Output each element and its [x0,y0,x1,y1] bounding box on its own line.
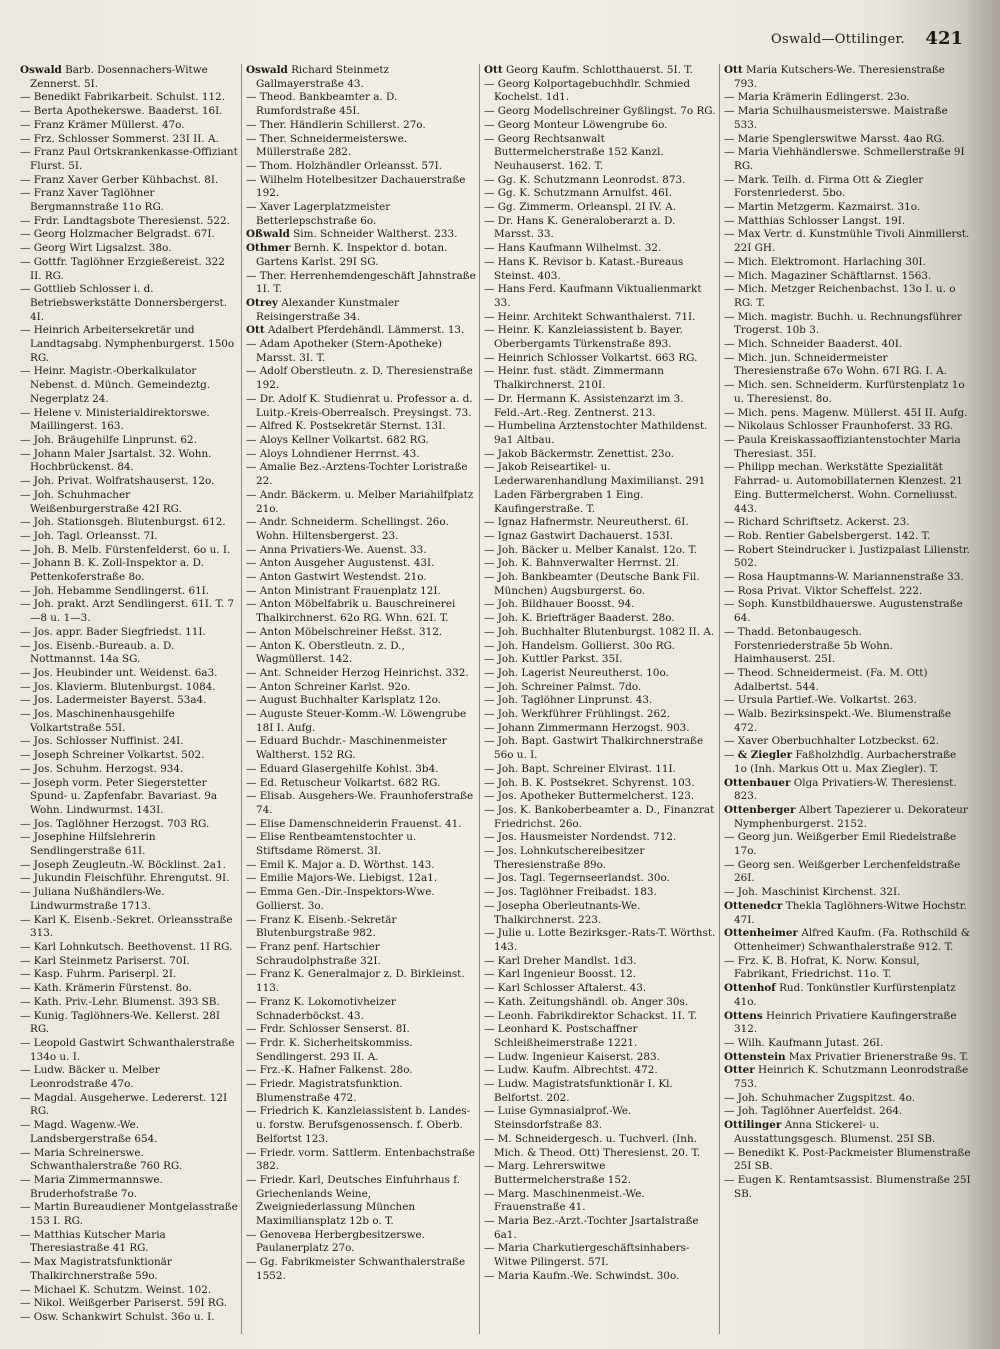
directory-entry: — Karl Lohnkutsch. Beethovenst. 1I RG. [20,941,233,953]
directory-entry: Ott Maria Kutschers-We. Theresienstraße 793. [724,64,945,90]
directory-entry: — Joseph Schreiner Volkartst. 502. [20,749,205,762]
directory-entry: — Georg jun. Weißgerber Emil Riedelstraße 17o. [724,831,957,858]
directory-entry: — Joh. K. Bahnverwalter Herrnst. 2I. [484,557,679,570]
directory-entry: — Gg. Fabrikmeister Schwanthalerstraße 1552. [246,1256,466,1282]
directory-entry: — Maria Zimmermannswe. Bruderhofstraße 7o. [20,1173,163,1200]
directory-entry: — Matthias Schlosser Langst. 19I. [724,214,906,227]
directory-entry: — Heinr. fust. städt. Zimmermann Thalkirchnerst. 210I. [484,365,664,392]
directory-entry: — Mich. jun. Schneidermeister Theresienstraße 67o Wohn. 67I RG. I. A. [724,351,947,378]
directory-entry: Ottenhof Rud. Tonkünstler Kurfürstenplatz 41o. [724,982,956,1008]
directory-entry: — M. Schneidergesch. u. Tuchverl. (Inh. Mich. & Theod. Ott) Theresienst. 20. T. [484,1132,701,1159]
directory-entry: — Joh. Bräugehilfe Linprunst. 62. [20,433,197,446]
directory-entry: — Max Magistratsfunktionär Thalkirchnerstraße 59o. [20,1256,172,1282]
directory-entry: — Gottlieb Schlosser i. d. Betriebswerkstätte Donnersbergerst. 4I. [20,283,227,323]
directory-entry: — Ignaz Hafnermstr. Neureutherst. 6I. [484,516,689,529]
directory-entry: — Joh. Lagerist Neureutherst. 10o. [484,666,669,679]
directory-entry: Oswald Barb. Dosennachers-Witwe Zennerst. 5I. [20,64,208,90]
directory-entry: — Thom. Holzhändler Orleansst. 57I. [246,159,443,172]
directory-entry: — Hans K. Revisor b. Katast.-Bureaus Steinst. 403. [484,255,684,282]
column-4 [720,64,974,1334]
directory-entry: — Kath. Priv.-Lehr. Blumenst. 393 SB. [20,995,220,1008]
directory-entry: — Jos. Schlosser Nuffinist. 24I. [20,735,184,748]
directory-entry: — Martin Metzgerm. Kazmairst. 31o. [724,201,921,214]
directory-entry: — Maria Schulhausmeisterswe. Maistraße 533. [724,105,948,131]
directory-entry: — Anton Ministrant Frauenplatz 12I. [246,584,441,597]
directory-entry: Oswald Richard Steinmetz Gallmayerstraße 43. [246,64,389,90]
directory-entry: — Xaver Lagerplatzmeister Betterlepschstraße 6o. [246,201,391,227]
directory-entry: — Elise Damenschneiderin Frauenst. 41. [246,817,462,830]
directory-entry: — Franz Krämer Müllerst. 47o. [20,118,185,131]
directory-entry: — Jos. Taglöhner Herzogst. 703 RG. [20,817,210,830]
directory-entry: — Ludw. Bäcker u. Melber Leonrodstraße 47o. [20,1064,160,1091]
directory-entry: — Philipp mechan. Werkstätte Spezialität Fahrrad- u. Automobillaternen Klenzest. 21 Eing. Buttermelcherst. Wohn. Corneliusst. 443. [724,461,963,515]
directory-entry: — Karl Schlosser Aftalerst. 43. [484,982,647,995]
directory-entry: — Adam Apotheker (Stern-Apotheke) Marsst. 3I. T. [246,338,442,364]
directory-entry: Otrey Alexander Kunstmaler Reisingerstraße 34. [246,296,399,323]
directory-entry: — Helene v. Ministerialdirektorswe. Maillingerst. 163. [20,406,210,433]
directory-entry: — Mich. sen. Schneiderm. Kurfürstenplatz 1o u. Theresienst. 8o. [724,379,965,405]
directory-entry: — Mich. Schneider Baaderst. 40I. [724,338,903,351]
directory-entry: — Anna Privatiers-We. Auenst. 33. [246,543,427,556]
directory-columns [16,64,974,1334]
directory-entry: — Elise Rentbeamtenstochter u. Stiftsdame Römerst. 3I. [246,831,417,858]
directory-entry: — Alfred K. Postsekretär Sternst. 13I. [246,420,446,433]
directory-entry: Ottens Heinrich Privatiere Kaufingerstraße 312. [724,1009,957,1036]
directory-entry: — Leonhard K. Postschaffner Schleißheimerstraße 1221. [484,1023,638,1049]
directory-entry: — Humbelina Arztenstochter Mathildenst. 9a1 Altbau. [484,420,708,446]
directory-entry: — Marg. Maschinenmeist.-We. Frauenstraße 41. [484,1187,645,1214]
directory-entry: — Friedr. Karl, Deutsches Einfuhrhaus f. Griechenlands Weine, Zweigniederlassung München Maximiliansplatz 12b o. T. [246,1173,461,1228]
running-title: Oswald—Ottilinger. [771,32,905,47]
directory-entry: — Martin Bureaudiener Montgelasstraße 153 I. RG. [20,1201,238,1228]
directory-entry: — Joh. Bankbeamter (Deutsche Bank Fil. München) Augsburgerst. 6o. [484,571,700,597]
directory-entry: Ottenbauer Olga Privatiers-W. Theresienst. 823. [724,776,957,803]
page-header [0,22,1000,56]
directory-entry: — Soph. Kunstbildhauerswe. Augustenstraße 64. [724,598,963,625]
column-2 [242,64,480,1334]
directory-entry: — Joseph vorm. Peter Siegerstetter Spund- u. Zapfenfabr. Bavariast. 9a Wohn. Lindwurmst. 143I. [20,776,218,816]
directory-entry: — Friedr. Magistratsfunktion. Blumenstraße 472. [246,1078,403,1104]
directory-entry: — Paula Kreiskassaoffiziantenstochter Maria Theresiast. 35I. [724,433,961,460]
directory-entry: — Joh. Handelsm. Gollierst. 30o RG. [484,639,675,652]
directory-entry: — Karl K. Eisenb.-Sekret. Orleansstraße 313. [20,913,233,940]
directory-entry: — Frdr. Landtagsbote Theresienst. 522. [20,214,230,227]
directory-entry: — Karl Dreher Mandlst. 1d3. [484,954,637,967]
directory-entry: — Joh. Bapt. Schreiner Elvirast. 11I. [484,762,676,775]
directory-entry: — Kasp. Fuhrm. Pariserpl. 2I. [20,968,177,981]
directory-entry: — Auguste Steuer-Komm.-W. Löwengrube 18I I. Aufg. [246,708,467,734]
directory-entry: — Thadd. Betonbaugesch. Forstenriederstraße 5b Wohn. Haimhauserst. 25I. [724,625,893,666]
directory-entry: — Anton Schreiner Karlst. 92o. [246,680,411,693]
directory-entry: — Georg Modellschreiner Gyßlingst. 7o RG. [484,105,716,118]
directory-entry: — Joh. Stationsgeh. Blutenburgst. 612. [20,516,226,529]
directory-entry: — Joh. Schreiner Palmst. 7do. [484,680,642,693]
directory-entry: — Friedr. vorm. Sattlerm. Entenbachstraße 382. [246,1146,475,1173]
directory-entry: — Rosa Hauptmanns-W. Mariannenstraße 33. [724,571,964,584]
directory-entry: — Julie u. Lotte Bezirksger.-Rats-T. Wörthst. 143. [484,927,716,953]
directory-entry: — Jos. Heubinder unt. Weidenst. 6a3. [20,666,218,679]
directory-entry: — Mark. Teilh. d. Firma Ott & Ziegler Forstenriederst. 5bo. [724,173,924,200]
directory-entry: — Gg. Zimmerm. Orleanspl. 2I IV. A. [484,201,677,214]
directory-entry: — Johann Maler Jsartalst. 32. Wohn. Hochbrückenst. 84. [20,447,212,474]
directory-entry: — Dr. Hermann K. Assistenzarzt im 3. Feld.-Art.-Reg. Zentnerst. 213. [484,392,684,419]
directory-entry: — Andr. Schneiderm. Schellingst. 26o. Wohn. Hiltensbergerst. 23. [246,516,449,542]
directory-entry: — Theod. Bankbeamter a. D. Rumfordstraße 45I. [246,91,398,118]
directory-entry: — Ther. Händlerin Schillerst. 27o. [246,118,426,131]
directory-entry: — Luise Gymnasialprof.-We. Steinsdorfstraße 83. [484,1105,632,1132]
directory-entry: Ott Georg Kaufm. Schlotthauerst. 5I. T. [484,64,693,76]
directory-entry: — Emma Gen.-Dir.-Inspektors-Wwe. Gollierst. 3o. [246,886,435,912]
directory-entry: — Heinrich Arbeitersekretär und Landtagsabg. Nymphenburgerst. 150o RG. [20,324,235,364]
directory-entry: — Osw. Schankwirt Schulst. 36o u. I. [20,1310,215,1323]
directory-entry: — Maria Viehhändlerswe. Schmellerstraße 9I RG. [724,146,965,172]
directory-entry: Ott Adalbert Pferdehändl. Lämmerst. 13. [246,324,465,337]
page-number: 421 [925,28,963,49]
directory-entry: — Dr. Adolf K. Studienrat u. Professor a. d. Luitp.-Kreis-Oberrealsch. Preysingst. 73. [246,392,473,419]
directory-entry: — Juliana Nußhändlers-We. Lindwurmstraße 1713. [20,886,165,912]
directory-entry: — Johann B. K. Zoll-Inspektor a. D. Pettenkoferstraße 8o. [20,557,204,584]
directory-entry: — Rosa Privat. Viktor Scheffelst. 222. [724,584,923,597]
directory-entry: — Richard Schriftsetz. Ackerst. 23. [724,516,910,529]
directory-entry: — Karl Steinmetz Pariserst. 70I. [20,954,190,967]
directory-entry: — Benedikt K. Post-Packmeister Blumenstraße 25I SB. [724,1146,971,1173]
directory-entry: — Frz.-K. Hafner Falkenst. 28o. [246,1064,413,1077]
directory-entry: — Michael K. Schutzm. Weinst. 102. [20,1283,212,1296]
directory-entry: — Jos. Maschinenhausgehilfe Volkartstraße 55I. [20,708,175,734]
directory-entry: — Hans Ferd. Kaufmann Viktualienmarkt 33. [484,283,702,309]
directory-entry: — Wilhelm Hotelbesitzer Dachauerstraße 192. [246,173,466,200]
directory-entry: — Gottfr. Taglöhner Erzgießereist. 322 II. RG. [20,255,225,282]
directory-entry: — Nikol. Weißgerber Pariserst. 59I RG. [20,1297,227,1310]
directory-entry: Ottenheimer Alfred Kaufm. (Fa. Rothschild & Ottenheimer) Schwanthalerstraße 912. T. [724,927,971,953]
directory-entry: — Rob. Rentier Gabelsbergerst. 142. T. [724,529,931,542]
directory-entry: — Joh. Schuhmacher Weißenburgerstraße 42I RG. [20,488,182,515]
directory-entry: — Franz K. Eisenb.-Sekretär Blutenburgstraße 982. [246,913,397,940]
directory-entry: — Mich. Metzger Reichenbachst. 13o I. u. o RG. T. [724,283,956,309]
directory-entry: — Matthias Kutscher Maria Theresiastraße 41 RG. [20,1228,166,1255]
directory-entry: — August Buchhalter Karlsplatz 12o. [246,694,441,707]
directory-entry: — Joh. Bildhauer Boosst. 94. [484,598,635,611]
directory-entry: — Joh. Bapt. Gastwirt Thalkirchnerstraße 56o u. I. [484,735,704,762]
directory-entry: — Ignaz Gastwirt Dachauerst. 153I. [484,529,674,542]
directory-entry: — Maria Bez.-Arzt.-Tochter Jsartalstraße 6a1. [484,1215,699,1241]
directory-entry: — Maria Schreinerswe. Schwanthalerstraße 760 RG. [20,1146,183,1173]
directory-entry: — Heinr. Architekt Schwanthalerst. 71I. [484,310,696,323]
directory-entry: — Amalie Bez.-Arztens-Tochter Loristraße 22. [246,461,468,488]
directory-entry: — Franz K. Generalmajor z. D. Birkleinst. 113. [246,968,465,995]
directory-entry: — Maria Charkutiergeschäftsinhabers-Witwe Pilingerst. 57I. [484,1242,690,1269]
directory-entry: — Magdal. Ausgeherwe. Ledererst. 12I RG. [20,1091,228,1118]
directory-entry: — Ant. Schneider Herzog Heinrichst. 332. [246,666,469,679]
directory-entry: — Leonh. Fabrikdirektor Schackst. 1I. T. [484,1009,698,1022]
directory-entry: — Joh. Buchhalter Blutenburgst. 1082 II. A. [484,625,715,638]
directory-entry: — Franz Paul Ortskrankenkasse-Offiziant Flurst. 5I. [20,146,238,172]
directory-entry: — Jakob Bäckermstr. Zenettist. 23o. [484,447,675,460]
directory-entry: — Gg. K. Schutzmann Leonrodst. 873. [484,173,686,186]
directory-entry: — Jos. Ladermeister Bayerst. 53a4. [20,694,207,707]
directory-entry: — Frz. K. B. Hofrat, K. Norw. Konsul, Fabrikant, Friedrichst. 11o. T. [724,954,920,981]
directory-entry: — Leopold Gastwirt Schwanthalerstraße 134o u. I. [20,1036,235,1063]
directory-entry: — Ludw. Magistratsfunktionär I. Kl. Belfortst. 202. [484,1078,673,1104]
directory-entry: Ottenberger Albert Tapezierer u. Dekorateur Nymphenburgerst. 2152. [724,803,968,830]
directory-entry: — Joseph Zeugleutn.-W. Böcklinst. 2a1. [20,858,226,871]
directory-entry: — Dr. Hans K. Generaloberarzt a. D. Marsst. 33. [484,214,676,241]
directory-entry: — Emil K. Major a. D. Wörthst. 143. [246,858,435,871]
directory-entry: — Nikolaus Schlosser Fraunhoferst. 33 RG. [724,420,954,433]
directory-entry: — Johann Zimmermann Herzogst. 903. [484,721,690,734]
directory-entry: — Elisab. Ausgehers-We. Fraunhoferstraße 74. [246,790,474,816]
directory-entry: — Hans Kaufmann Wilhelmst. 32. [484,242,662,255]
directory-entry: — Jos. Eisenb.-Bureaub. a. D. Nottmannst. 14a SG. [20,639,175,666]
directory-entry: — Joh. B. K. Postsekret. Schyrenst. 103. [484,776,695,789]
directory-entry: — Anton Möbelfabrik u. Bauschreinerei Thalkirchnerst. 62o RG. Whn. 62I. T. [246,598,456,625]
directory-entry: — Franz K. Lokomotivheizer Schnaderböckst. 43. [246,995,396,1022]
directory-entry: — Eduard Glasergehilfe Kohlst. 3b4. [246,762,439,775]
directory-entry: — Joh. B. Melb. Fürstenfelderst. 6o u. I. [20,543,231,556]
directory-entry: — Xaver Oberbuchhalter Lotzbeckst. 62. [724,735,939,748]
directory-entry: — Anton Möbelschreiner Heßst. 312. [246,625,443,638]
directory-entry: — Maria Krämerin Edlingerst. 23o. [724,91,910,104]
directory-entry: — Anton Ausgeher Augustenst. 43I. [246,557,435,570]
directory-entry: — Ludw. Ingenieur Kaiserst. 283. [484,1050,660,1063]
directory-entry: — Benedikt Fabrikarbeit. Schulst. 112. [20,91,225,104]
directory-entry: — Andr. Bäckerm. u. Melber Mariahilfplatz 21o. [246,488,474,515]
directory-entry: — Georg Rechtsanwalt Buttermelcherstraße 152 Kanzl. Neuhauserst. 162. T. [484,132,664,172]
directory-entry: — Joh. Schuhmacher Zugspitzst. 4o. [724,1091,916,1104]
directory-entry: — Josephine Hilfslehrerin Sendlingerstraße 61I. [20,831,156,858]
directory-entry: — Jos. Apotheker Buttermelcherst. 123. [484,790,695,803]
directory-entry: — Kath. Krämerin Fürstenst. 8o. [20,982,192,995]
directory-entry: — Jos. appr. Bader Siegfriedst. 11I. [20,625,206,638]
directory-entry: — Frdr. Schlosser Senserst. 8I. [246,1023,410,1036]
directory-entry: Ottenedcr Thekla Taglöhners-Witwe Hochstr. 47I. [724,899,967,926]
directory-entry: — Frz. Schlosser Sommerst. 23I II. A. [20,132,219,145]
directory-entry: Otter Heinrich K. Schutzmann Leonrodstraße 753. [724,1064,969,1091]
directory-entry: — Jos. Lohnkutschereibesitzer Theresienstraße 89o. [484,845,645,871]
directory-entry: — Joh. Privat. Wolfratshauserst. 12o. [20,475,215,488]
directory-entry: — Mich. magistr. Buchh. u. Rechnungsführer Trogerst. 10b 3. [724,310,963,337]
directory-entry: — Maria Kaufm.-We. Schwindst. 30o. [484,1269,680,1282]
directory-entry: — Frdr. K. Sicherheitskommiss. Sendlingerst. 293 II. A. [246,1036,413,1063]
directory-entry: — Aloys Kellner Volkartst. 682 RG. [246,433,429,446]
directory-entry: — Mich. pens. Magenw. Müllerst. 45I II. Aufg. [724,406,968,419]
directory-entry: Oßwald Sim. Schneider Waltherst. 233. [246,228,458,241]
directory-entry: — Marie Spenglerswitwe Marsst. 4ao RG. [724,132,945,145]
directory-entry: — Georg Kolportagebuchhdlr. Schmied Kochelst. 1d1. [484,77,690,104]
directory-entry: — Jos. Schuhm. Herzogst. 934. [20,762,184,775]
directory-entry: — Joh. prakt. Arzt Sendlingerst. 61I. T. 7—8 u. 1—3. [20,598,235,625]
directory-entry: — Theod. Schneidermeist. (Fa. M. Ott) Adalbertst. 544. [724,666,928,693]
directory-entry: — Ther. Schneidermeisterswe. Müllerstraße 282. [246,132,408,159]
directory-entry: — Joh. Taglöhner Auerfeldst. 264. [724,1105,903,1118]
directory-entry: — Franz Xaver Gerber Kühbachst. 8I. [20,173,219,186]
directory-entry: — Magd. Wagenw.-We. Landsbergerstraße 654. [20,1119,158,1145]
directory-entry: — Karl Ingenieur Boosst. 12. [484,968,637,981]
column-3 [480,64,720,1334]
directory-entry: — Heinrich Schlosser Volkartst. 663 RG. [484,351,698,364]
directory-entry: — Ed. Retuscheur Volkartst. 682 RG. [246,776,441,789]
directory-entry: — Franz penf. Hartschier Schraudolphstraße 32I. [246,941,381,967]
directory-entry: — Jos. Taglöhner Freibadst. 183. [484,886,657,899]
directory-entry: Ottilinger Anna Stickerei- u. Ausstattungsgesch. Blumenst. 25I SB. [724,1119,936,1145]
directory-entry: — Heinr. K. Kanzleiassistent b. Bayer. Oberbergamts Türkenstraße 893. [484,324,683,351]
directory-entry: — Joh. Kuttler Parkst. 35I. [484,653,623,666]
directory-entry: — Aloys Lohndiener Herrnst. 43. [246,447,420,460]
directory-entry: — Ludw. Kaufm. Albrechtst. 472. [484,1064,658,1077]
directory-entry: — Gg. K. Schutzmann Arnulfst. 46I. [484,187,673,200]
directory-entry: — Kunig. Taglöhners-We. Kellerst. 28I RG. [20,1009,220,1036]
directory-entry: — Robert Steindrucker i. Justizpalast Lilienstr. 502. [724,543,970,570]
directory-entry: — Joh. Werkführer Frühlingst. 262. [484,708,671,721]
directory-entry: — Anton K. Oberstleutn. z. D., Wagmüllerst. 142. [246,639,405,666]
directory-entry: — Friedrich K. Kanzleiassistent b. Landes- u. forstw. Berufsgenossensch. f. Oberb. Belfortst 123. [246,1105,471,1145]
directory-entry: — Marg. Lehrerswitwe Buttermelcherstraße 152. [484,1160,631,1186]
directory-entry: — Joh. Maschinist Kirchenst. 32I. [724,886,901,899]
directory-entry: Ottenstein Max Privatier Brienerstraße 9s. T. [724,1050,969,1063]
directory-entry: — Joh. Taglöhner Linprunst. 43. [484,694,653,707]
directory-entry: — Heinr. Magistr.-Oberkalkulator Nebenst. d. Münch. Gemeindeztg. Negerplatz 24. [20,365,211,405]
directory-entry: — Jos. K. Bankoberbeamter a. D., Finanzrat Friedrichst. 26o. [484,803,715,830]
directory-entry: — & Ziegler Faßholzhdlg. Aurbacherstraße 1o (Inh. Markus Ott u. Max Ziegler). T. [724,749,957,775]
directory-entry: — Franz Xaver Taglöhner Bergmannstraße 11o RG. [20,187,164,214]
directory-entry: — Georg Wirt Ligsalzst. 38o. [20,242,172,255]
directory-entry: — Eduard Buchdr.- Maschinenmeister Waltherst. 152 RG. [246,735,447,762]
directory-entry: — Joh. Bäcker u. Melber Kanalst. 12o. T. [484,543,698,556]
directory-entry: — Max Vertr. d. Kunstmühle Tivoli Ainmillerst. 22I GH. [724,228,970,255]
directory-entry: — Adolf Oberstleutn. z. D. Theresienstraße 192. [246,365,473,392]
directory-entry: — Eugen K. Rentamtsassist. Blumenstraße 25I SB. [724,1173,971,1200]
directory-entry: — Walb. Bezirksinspekt.-We. Blumenstraße 472. [724,708,951,734]
directory-entry: — Joh. K. Briefträger Baaderst. 28o. [484,612,675,625]
directory-entry: — Georg Holzmacher Belgradst. 67I. [20,228,215,241]
directory-entry: — Josepha Oberleutnants-We. Thalkirchnerst. 223. [484,899,641,926]
directory-entry: Othmer Bernh. K. Inspektor d. botan. Gartens Karlst. 29I SG. [246,242,448,268]
directory-entry: — Jos. Tagl. Tegernseerlandst. 30o. [484,872,670,885]
directory-entry: — Joh. Hebamme Sendlingerst. 61I. [20,584,210,597]
directory-entry: — Kath. Zeitungshändl. ob. Anger 30s. [484,995,689,1008]
directory-entry: — Wilh. Kaufmann Jutast. 26I. [724,1036,884,1049]
directory-entry: — Ursula Partief.-We. Volkartst. 263. [724,694,917,707]
directory-entry: — Mich. Magaziner Schäftlarnst. 1563. [724,269,932,282]
directory-entry: — Jukundin Fleischführ. Ehrengutst. 9I. [20,872,230,885]
directory-entry: — Berta Apothekerswe. Baaderst. 16I. [20,105,223,118]
directory-entry: — Joh. Tagl. Orleansst. 7I. [20,529,158,542]
directory-entry: — Georg sen. Weißgerber Lerchenfeldstraße 26I. [724,858,961,885]
directory-entry: — Mich. Elektromont. Harlaching 30I. [724,255,926,268]
directory-entry: — Jakob Reiseartikel- u. Lederwarenhandlung Maximilianst. 291 Laden Färbergraben 1 Eing. Kaufingerstraße. T. [484,461,706,515]
directory-entry: — Jos. Hausmeister Nordendst. 712. [484,831,677,844]
directory-entry: — Emilie Majors-We. Liebigst. 12a1. [246,872,438,885]
directory-entry: — Genovева Herbergbesitzerswe. Paulanerplatz 27o. [246,1228,425,1255]
directory-entry: — Anton Gastwirt Westendst. 21o. [246,571,427,584]
directory-entry: — Georg Monteur Löwengrube 6o. [484,118,668,131]
directory-entry: — Ther. Herrenhemdengeschäft Jahnstraße 1I. T. [246,269,476,296]
directory-entry: — Jos. Klavierm. Blutenburgst. 1084. [20,680,216,693]
column-1 [16,64,242,1334]
